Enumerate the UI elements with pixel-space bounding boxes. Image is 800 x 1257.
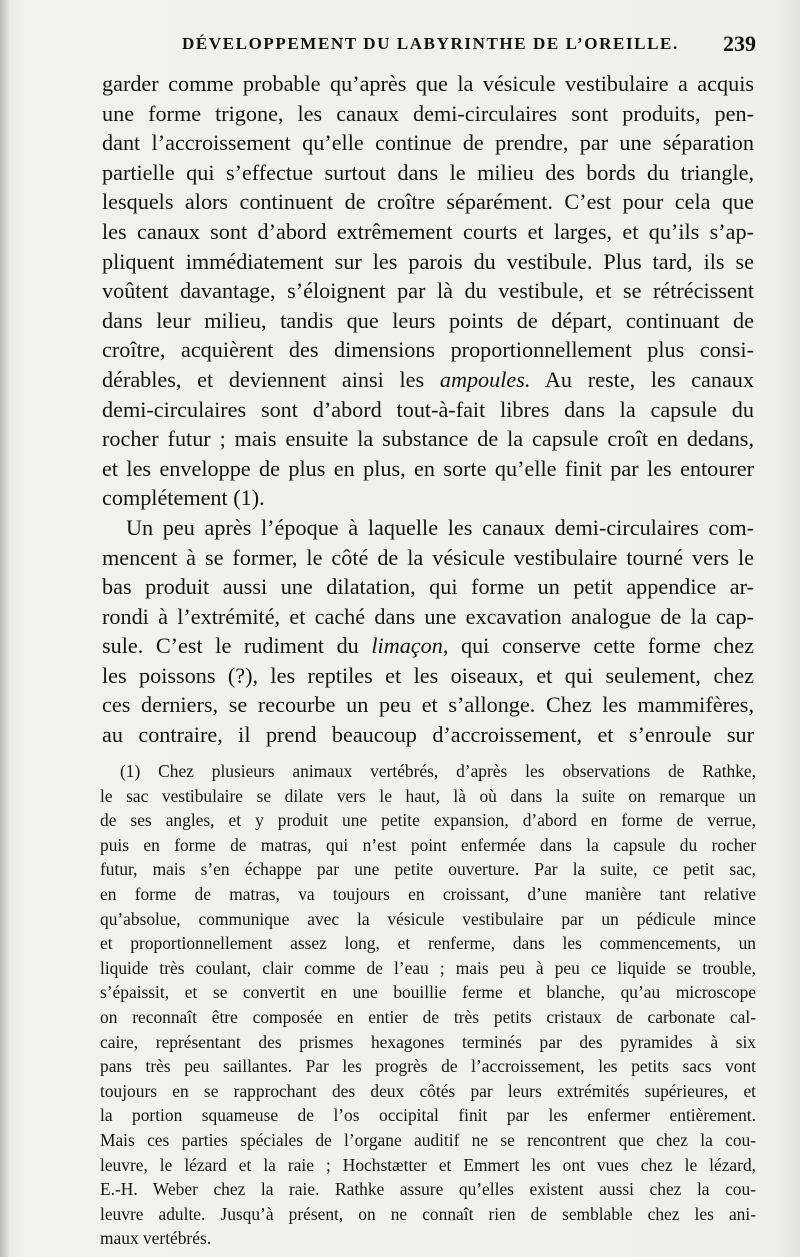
text-line: pliquent immédiatement sur les parois du vestibule. Plus tard, ils se	[102, 248, 754, 274]
text-line: rocher futur ; mais ensuite la substance de la capsule croît en dedans,	[102, 426, 754, 452]
text-segment: dérables, et deviennent ainsi les	[102, 366, 425, 392]
text-line: et les enveloppe de plus en plus, en sorte qu’elle finit par les entourer	[102, 455, 754, 481]
footnote-line: leuvre, le lézard et la raie ; Hochstætter et Emmert les ont vues chez le lézard,	[100, 1154, 756, 1175]
text-line: demi-circulaires sont d’abord tout-à-fait libres dans la capsule du	[102, 396, 754, 422]
text-line: voûtent davantage, s’éloignent par là du vestibule, et se rétrécissent	[102, 278, 754, 304]
text-line: croître, acquièrent des dimensions proportionnellement plus consi-	[102, 337, 754, 363]
text-line: complétement (1).	[102, 485, 265, 511]
text-line: mencent à se former, le côté de la vésicule vestibulaire tourné vers le	[102, 544, 754, 570]
page-number: 239	[723, 31, 756, 56]
footnote-block	[100, 759, 756, 1251]
footnote-line: Mais ces parties spéciales de l’organe auditif ne se rencontrent que chez la cou-	[100, 1129, 756, 1150]
footnote-line: futur, mais s’en échappe par une petite ouverture. Par la suite, ce petit sac,	[100, 859, 756, 880]
text-line-with-italic	[102, 631, 754, 661]
footnote-line: et proportionnellement assez long, et renferme, dans les commencements, un	[100, 933, 756, 954]
footnote-line: de ses angles, et y produit une petite expansion, d’abord en forme de verrue,	[100, 810, 756, 831]
text-line: au contraire, il prend beaucoup d’accroissement, et s’enroule sur	[102, 722, 754, 748]
text-line-with-italic	[102, 365, 754, 395]
footnote-line: E.-H. Weber chez la raie. Rathke assure qu’elles existent aussi chez la cou-	[100, 1179, 756, 1200]
text-line: dans leur milieu, tandis que leurs points de départ, continuant de	[102, 307, 754, 333]
footnote-line: puis en forme de matras, qui n’est point enfermée dans la capsule du rocher	[100, 834, 756, 855]
italic-term-ampoules: ampoules.	[439, 366, 531, 392]
text-line: partielle qui s’effectue surtout dans le milieu des bords du triangle,	[102, 159, 754, 185]
footnote-line: qu’absolue, communique avec la vésicule vestibulaire par un pédicule mince	[100, 908, 756, 929]
running-title: DÉVELOPPEMENT DU LABYRINTHE DE L’OREILLE.	[182, 34, 679, 53]
footnote-line: s’épaissit, et se convertit en une bouillie ferme et blanche, qu’au microscope	[100, 982, 756, 1003]
text-line: une forme trigone, les canaux demi-circulaires sont produits, pen-	[102, 100, 754, 126]
text-line: rondi à l’extrémité, et caché dans une excavation analogue de la cap-	[102, 603, 754, 629]
footnote-line: liquide très coulant, clair comme de l’eau ; mais peu à peu ce liquide se trouble,	[100, 957, 756, 978]
page-header	[100, 31, 756, 64]
footnote-line: on reconnaît être composée en entier de très petits cristaux de carbonate cal-	[100, 1006, 756, 1027]
footnote-line: le sac vestibulaire se dilate vers le haut, là où dans la suite on remarque un	[100, 785, 756, 806]
footnote-line: pans très peu saillantes. Par les progrès de l’accroissement, les petits sacs vont	[100, 1056, 756, 1077]
footnote-line: la portion squameuse de l’os occipital finit par les enfermer entièrement.	[100, 1105, 756, 1126]
gutter-shadow	[0, 0, 10, 1257]
main-text	[102, 69, 754, 750]
text-line: les canaux sont d’abord extrêmement courts et larges, et qu’ils s’ap-	[102, 218, 754, 244]
footnote-first-line: (1) Chez plusieurs animaux vertébrés, d’après les observations de Rathke,	[120, 761, 756, 781]
footnote-line: leuvre adulte. Jusqu’à présent, on ne connaît rien de semblable chez les ani-	[100, 1203, 756, 1224]
text-line: les poissons (?), les reptiles et les oiseaux, et qui seulement, chez	[102, 662, 754, 688]
text-line: lesquels alors continuent de croître séparément. C’est pour cela que	[102, 189, 754, 215]
text-segment: qui conserve cette forme chez	[460, 633, 755, 659]
text-line: bas produit aussi une dilatation, qui forme un petit appendice ar-	[102, 574, 754, 600]
text-line: dant l’accroissement qu’elle continue de prendre, par une séparation	[102, 130, 754, 156]
footnote-line: maux vertébrés.	[100, 1228, 212, 1249]
italic-term-limacon: limaçon,	[371, 633, 449, 659]
footnote-line: caire, représentant des prismes hexagones terminés par des pyramides à six	[100, 1031, 756, 1052]
text-segment: sule. C’est le rudiment du	[102, 633, 359, 659]
text-line: garder comme probable qu’après que la vésicule vestibulaire a acquis	[102, 71, 754, 96]
text-segment: Au reste, les canaux	[544, 366, 754, 392]
footnote-line: toujours en se rapprochant des deux côtés par leurs extrémités supérieures, et	[100, 1080, 756, 1101]
footnote-line: en forme de matras, va toujours en croissant, d’une manière tant relative	[100, 883, 756, 904]
text-line: ces derniers, se recourbe un peu et s’allonge. Chez les mammifères,	[102, 692, 754, 718]
paragraph-first-line: Un peu après l’époque à laquelle les canaux demi-circulaires com-	[126, 514, 754, 540]
